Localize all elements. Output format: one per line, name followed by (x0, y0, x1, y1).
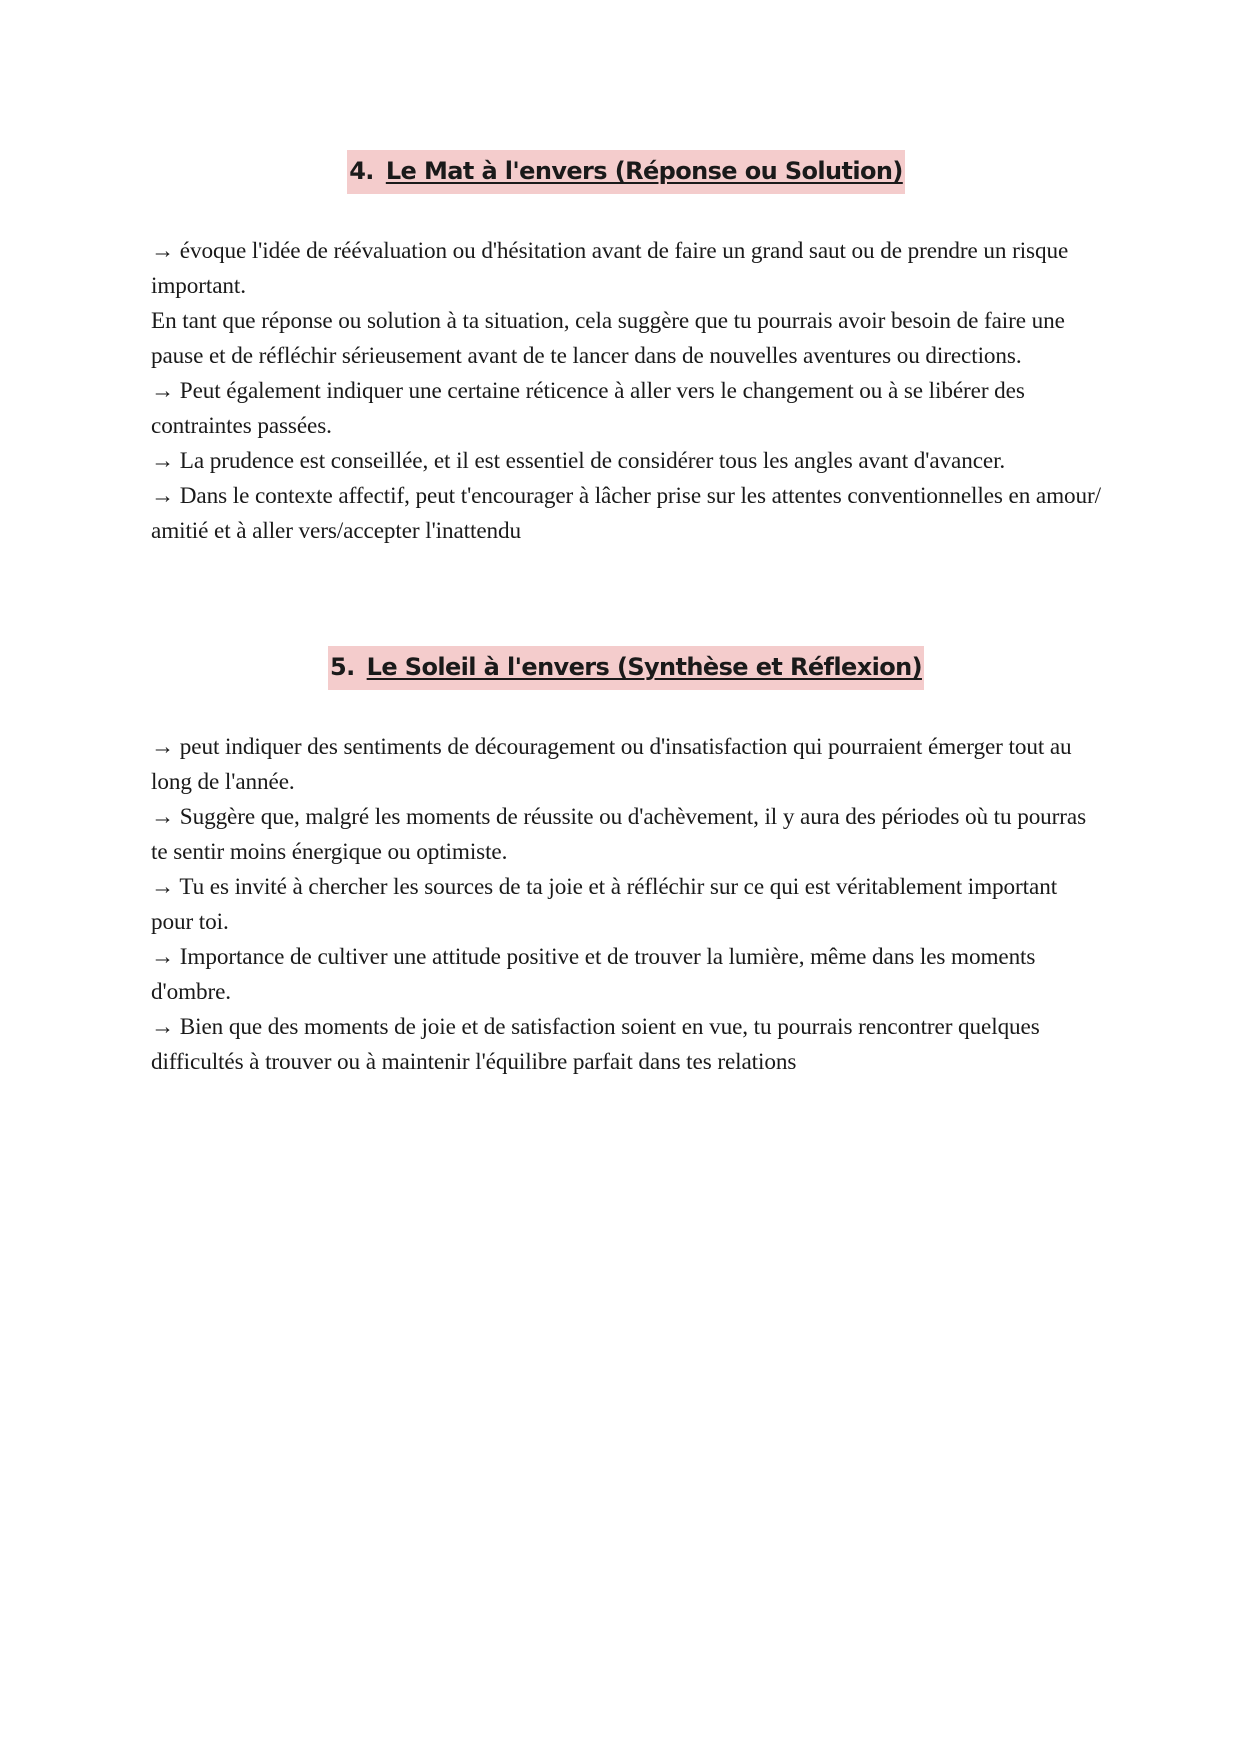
section-le-soleil (151, 646, 1101, 1080)
section-number: 4. (349, 157, 374, 185)
section-le-mat (151, 150, 1101, 549)
section-heading (328, 646, 924, 690)
section-title: Le Soleil à l'envers (Synthèse et Réflexion) (366, 653, 922, 681)
paragraph: → Tu es invité à chercher les sources de ta joie et à réfléchir sur ce qui est véritablement important pour toi. (151, 874, 1058, 935)
section-title: Le Mat à l'envers (Réponse ou Solution) (385, 157, 903, 185)
paragraph: → Dans le contexte affectif, peut t'encourager à lâcher prise sur les attentes conventionnelles en amour/ amitié et à aller vers/accepter l'inattendu (151, 483, 1101, 544)
paragraph: → Importance de cultiver une attitude positive et de trouver la lumière, même dans les moments d'ombre. (151, 944, 1036, 1005)
paragraph: → évoque l'idée de réévaluation ou d'hésitation avant de faire un grand saut ou de prendre un risque important. (151, 238, 1069, 299)
section-number: 5. (330, 653, 355, 681)
section-heading (347, 150, 905, 194)
paragraph: → Peut également indiquer une certaine réticence à aller vers le changement ou à se libérer des contraintes passées. (151, 378, 1025, 439)
paragraph: → peut indiquer des sentiments de découragement ou d'insatisfaction qui pourraient émerger tout au long de l'année. (151, 734, 1072, 795)
paragraph: → Suggère que, malgré les moments de réussite ou d'achèvement, il y aura des périodes où tu pourras te sentir moins énergique ou optimiste. (151, 804, 1087, 865)
paragraph: → La prudence est conseillée, et il est essentiel de considérer tous les angles avant d'avancer. (151, 448, 1006, 474)
paragraph: → Bien que des moments de joie et de satisfaction soient en vue, tu pourrais rencontrer quelques difficultés à trouver ou à maintenir l'équilibre parfait dans tes relations (151, 1014, 1040, 1075)
section-body (151, 730, 1101, 1080)
section-body (151, 234, 1101, 549)
paragraph: En tant que réponse ou solution à ta situation, cela suggère que tu pourrais avoir besoin de faire une pause et de réfléchir sérieusement avant de te lancer dans de nouvelles aventures ou directions. (151, 308, 1065, 369)
